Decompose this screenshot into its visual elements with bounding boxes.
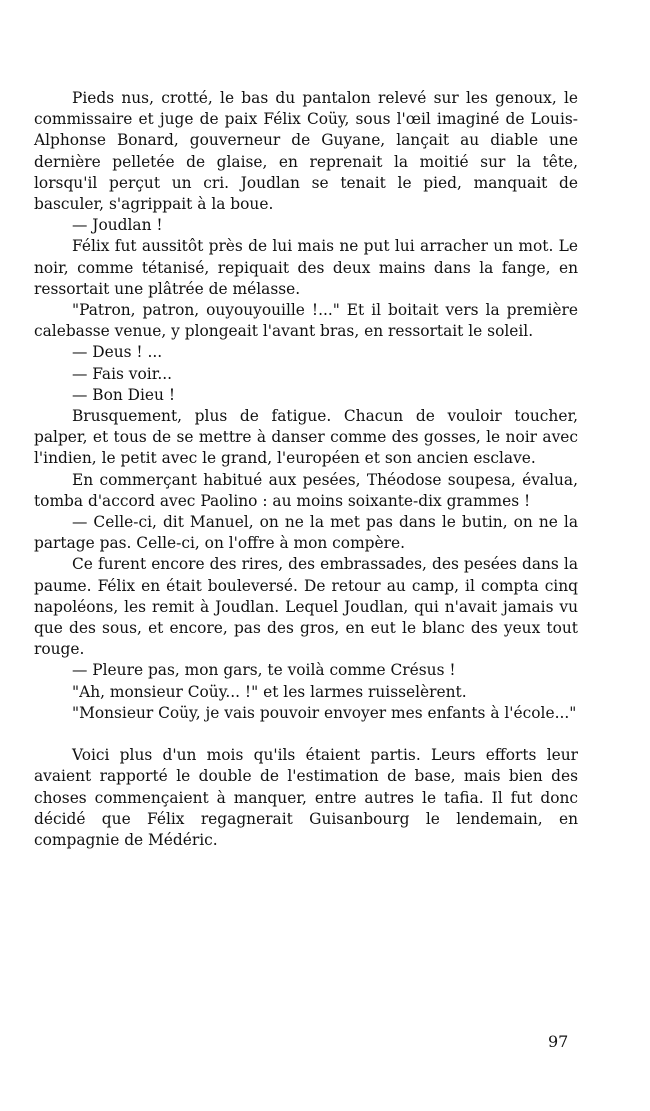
paragraph-9: En commerçant habitué aux pesées, Théodose soupesa, évalua, tomba d'accord avec Paolino : au moins soixante-dix grammes ! [34, 470, 578, 510]
paragraph-11: Ce furent encore des rires, des embrassades, des pesées dans la paume. Félix en était bouleversé. De retour au camp, il compta cinq napoléons, les remit à Joudlan. Lequel Joudlan, qui n'avait jamais vu que des sous, et encore, pas des gros, en eut le blanc des yeux tout rouge. [34, 555, 578, 659]
paragraph-14: "Monsieur Coüy, je vais pouvoir envoyer mes enfants à l'école..." [72, 703, 577, 722]
paragraph-2: — Joudlan ! [72, 216, 163, 235]
page-body [34, 88, 578, 851]
paragraph-7: — Bon Dieu ! [72, 385, 176, 404]
paragraph-15: Voici plus d'un mois qu'ils étaient partis. Leurs efforts leur avaient rapporté le double de l'estimation de base, mais bien des choses commençaient à manquer, entre autres le tafia. Il fut donc décidé que Félix regagnerait Guisanbourg le lendemain, en compagnie de Médéric. [34, 746, 578, 849]
paragraph-12: — Pleure pas, mon gars, te voilà comme Crésus ! [72, 661, 456, 680]
paragraph-1: Pieds nus, crotté, le bas du pantalon relevé sur les genoux, le commissaire et juge de paix Félix Coüy, sous l'œil imaginé de Louis-Alphonse Bonard, gouverneur de Guyane, lançait au diable une dernière pelletée de glaise, en reprenait la moitié sur la tête, lorsqu'il perçut un cri. Joudlan se tenait le pied, manquait de basculer, s'agrippait à la boue. [34, 89, 578, 214]
paragraph-4: "Patron, patron, ouyouyouille !..." Et il boitait vers la première calebasse venue, y plongeait l'avant bras, en ressortait le soleil. [34, 301, 578, 341]
paragraph-13: "Ah, monsieur Coüy... !" et les larmes ruisselèrent. [72, 682, 467, 701]
paragraph-3: Félix fut aussitôt près de lui mais ne put lui arracher un mot. Le noir, comme tétanisé, repiquait des deux mains dans la fange, en ressortait une plâtrée de mélasse. [34, 237, 578, 298]
paragraph-8: Brusquement, plus de fatigue. Chacun de vouloir toucher, palper, et tous de se mettre à danser comme des gosses, le noir avec l'indien, le petit avec le grand, l'européen et son ancien esclave. [34, 407, 578, 468]
paragraph-10: — Celle-ci, dit Manuel, on ne la met pas dans le butin, on ne la partage pas. Celle-ci, on l'offre à mon compère. [34, 513, 578, 553]
page-number: 97 [548, 1032, 569, 1051]
paragraph-5: — Deus ! ... [72, 343, 163, 362]
paragraph-6: — Fais voir... [72, 364, 173, 383]
